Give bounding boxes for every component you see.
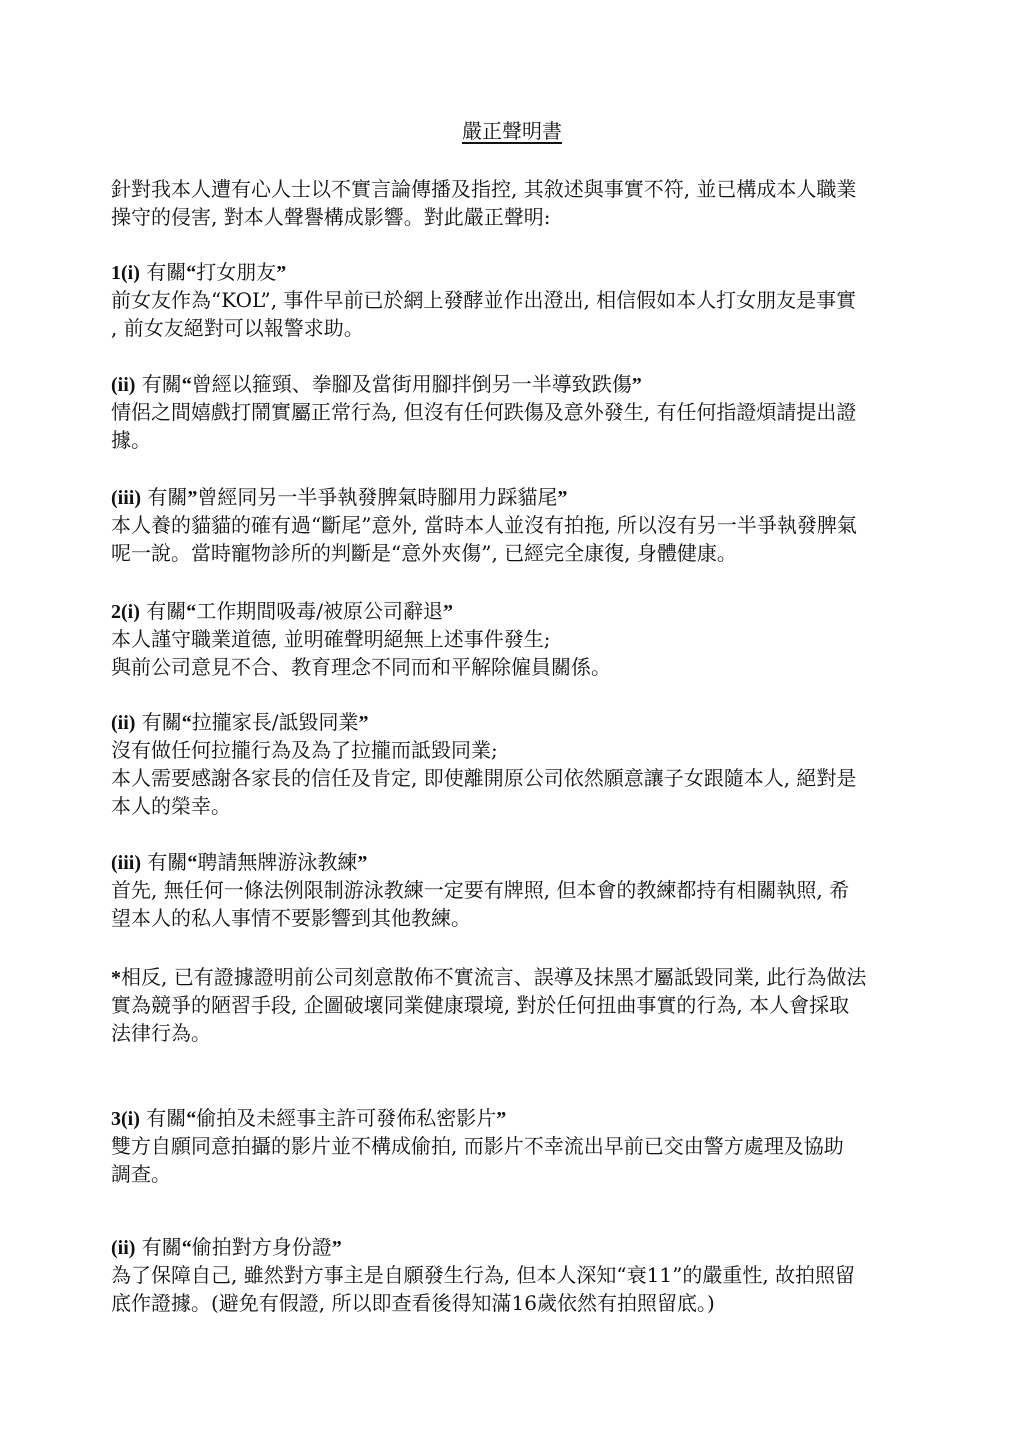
section-body-line: 與前公司意見不合、教育理念不同而和平解除僱員關係。 [111, 655, 611, 679]
section-1-iii [111, 483, 911, 567]
note-paragraph [111, 963, 911, 1047]
section-2-i [111, 597, 911, 681]
section-3-ii [111, 1233, 911, 1317]
note-line: *相反, 已有證據證明前公司刻意散佈不實流言、誤導及抹黑才屬詆毀同業, 此行為做法 [111, 965, 867, 989]
section-body-line: 情侶之間嬉戲打鬧實屬正常行為, 但沒有任何跌傷及意外發生, 有任何指證煩請提出證 [111, 400, 857, 424]
section-1-i [111, 258, 911, 342]
intro-line: 操守的侵害, 對本人聲譽構成影響。對此嚴正聲明: [111, 205, 551, 229]
note-line: 實為競爭的陋習手段, 企圖破壞同業健康環境, 對於任何扭曲事實的行為, 本人會採取 [111, 993, 850, 1017]
section-body-line: 呢一說。當時寵物診所的判斷是“意外夾傷”, 已經完全康復, 身體健康。 [111, 541, 737, 565]
section-heading: (ii) 有關“曾經以箍頸、拳腳及當街用腳拌倒另一半導致跌傷” [111, 372, 642, 396]
section-heading: (ii) 有關“拉攏家長/詆毀同業” [111, 710, 369, 734]
section-body-line: 沒有做任何拉攏行為及為了拉攏而詆毀同業; [111, 738, 498, 762]
section-heading: (iii) 有關“聘請無牌游泳教練” [111, 850, 368, 874]
section-1-ii [111, 370, 911, 454]
section-body-line: 本人養的貓貓的確有過“斷尾”意外, 當時本人並沒有拍拖, 所以沒有另一半爭執發脾氣 [111, 513, 857, 537]
section-heading: 2(i) 有關“工作期間吸毒/被原公司辭退” [111, 599, 453, 623]
section-body-line: 底作證據。(避免有假證, 所以即查看後得知滿16歲依然有拍照留底。) [111, 1291, 715, 1315]
section-heading: 3(i) 有關“偷拍及未經事主許可發佈私密影片” [111, 1106, 507, 1130]
section-body-line: 前女友作為“KOL”, 事件早前已於網上發酵並作出澄出, 相信假如本人打女朋友是事實 [111, 288, 857, 312]
section-body-line: 為了保障自己, 雖然對方事主是自願發生行為, 但本人深知“衰11”的嚴重性, 故拍照留 [111, 1263, 856, 1287]
note-line: 法律行為。 [111, 1021, 211, 1045]
section-body-line: 調查。 [111, 1162, 171, 1186]
intro-paragraph [111, 175, 911, 231]
section-heading: 1(i) 有關“打女朋友” [111, 260, 287, 284]
note-star: * [111, 967, 121, 989]
section-2-ii [111, 708, 911, 820]
intro-line: 針對我本人遭有心人士以不實言論傳播及指控, 其敘述與事實不符, 並已構成本人職業 [111, 177, 857, 201]
section-body-line: 望本人的私人事情不要影響到其他教練。 [111, 906, 471, 930]
section-body-line: , 前女友絕對可以報警求助。 [111, 316, 364, 340]
document-title: 嚴正聲明書 [462, 119, 562, 143]
section-2-iii [111, 848, 911, 932]
section-heading: (iii) 有關”曾經同另一半爭執發脾氣時腳用力踩貓尾” [111, 485, 568, 509]
section-body-line: 據。 [111, 428, 151, 452]
section-body-line: 雙方自願同意拍攝的影片並不構成偷拍, 而影片不幸流出早前已交由警方處理及協助 [111, 1134, 844, 1158]
section-heading: (ii) 有關“偷拍對方身份證” [111, 1235, 342, 1259]
section-body-line: 本人謹守職業道德, 並明確聲明絕無上述事件發生; [111, 627, 551, 651]
section-body-line: 首先, 無任何一條法例限制游泳教練一定要有牌照, 但本會的教練都持有相關執照, 希 [111, 878, 850, 902]
section-body-line: 本人需要感謝各家長的信任及肯定, 即使離開原公司依然願意讓子女跟隨本人, 絕對是 [111, 766, 857, 790]
section-3-i [111, 1104, 911, 1188]
section-body-line: 本人的榮幸。 [111, 794, 231, 818]
